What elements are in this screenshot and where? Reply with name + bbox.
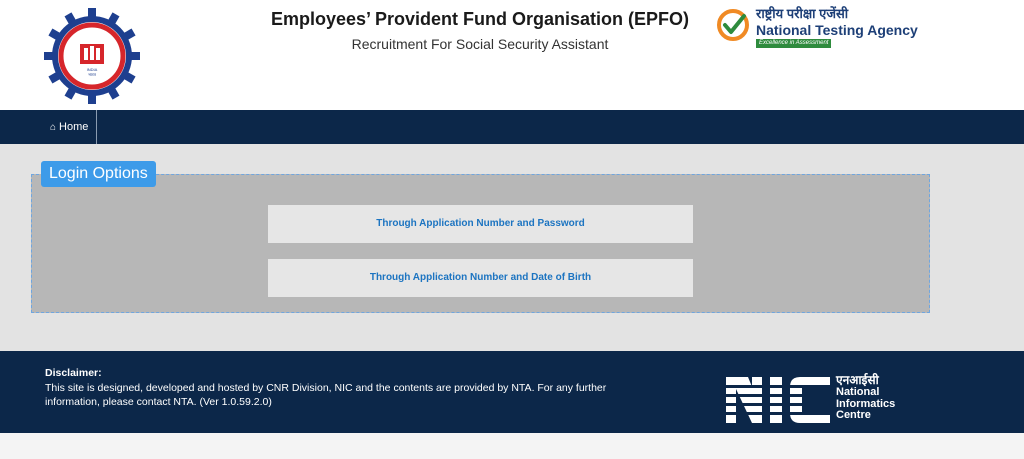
nta-emblem-icon bbox=[716, 8, 750, 42]
top-navbar bbox=[0, 110, 1024, 144]
home-icon: ⌂ bbox=[50, 122, 57, 133]
nic-english-name bbox=[836, 387, 895, 422]
nic-line-2: Informatics bbox=[836, 397, 896, 410]
title-block bbox=[260, 8, 700, 52]
nta-logo bbox=[716, 6, 926, 48]
nta-name: National Testing Agency bbox=[756, 22, 918, 38]
site-footer bbox=[0, 351, 1024, 433]
nta-hindi-name: राष्ट्रीय परीक्षा एजेंसी bbox=[756, 6, 849, 21]
nic-line-3: Centre bbox=[836, 409, 871, 421]
nav-home-label: Home bbox=[59, 121, 89, 133]
nav-home-link[interactable] bbox=[40, 110, 97, 144]
logo-country-hi: भारत bbox=[88, 72, 96, 77]
nic-hindi-name: एनआईसी bbox=[836, 373, 879, 387]
login-dob-button[interactable]: Through Application Number and Date of Birth bbox=[268, 259, 693, 297]
nic-logo bbox=[726, 373, 916, 425]
site-header bbox=[0, 0, 1024, 110]
logo-country-en: INDIA bbox=[86, 67, 98, 72]
main-content bbox=[0, 144, 1024, 351]
nta-tagline: Excellence in Assessment bbox=[756, 39, 831, 48]
page-title: Employees’ Provident Fund Organisation (EPFO) bbox=[270, 9, 690, 29]
nic-line-1: National bbox=[836, 386, 880, 398]
epfo-logo bbox=[44, 8, 140, 104]
login-options-legend: Login Options bbox=[41, 161, 156, 187]
disclaimer-title: Disclaimer: bbox=[45, 367, 102, 379]
bottom-strip bbox=[0, 433, 1024, 459]
page-subtitle: Recruitment For Social Security Assistant bbox=[351, 36, 609, 52]
disclaimer-text: This site is designed, developed and hosted by CNR Division, NIC and the contents are provided by NTA. For any further information, please contact NTA. (Ver 1.0.59.2.0) bbox=[45, 382, 607, 408]
nic-letters-icon bbox=[726, 377, 830, 423]
login-password-button[interactable]: Through Application Number and Password bbox=[268, 205, 693, 243]
